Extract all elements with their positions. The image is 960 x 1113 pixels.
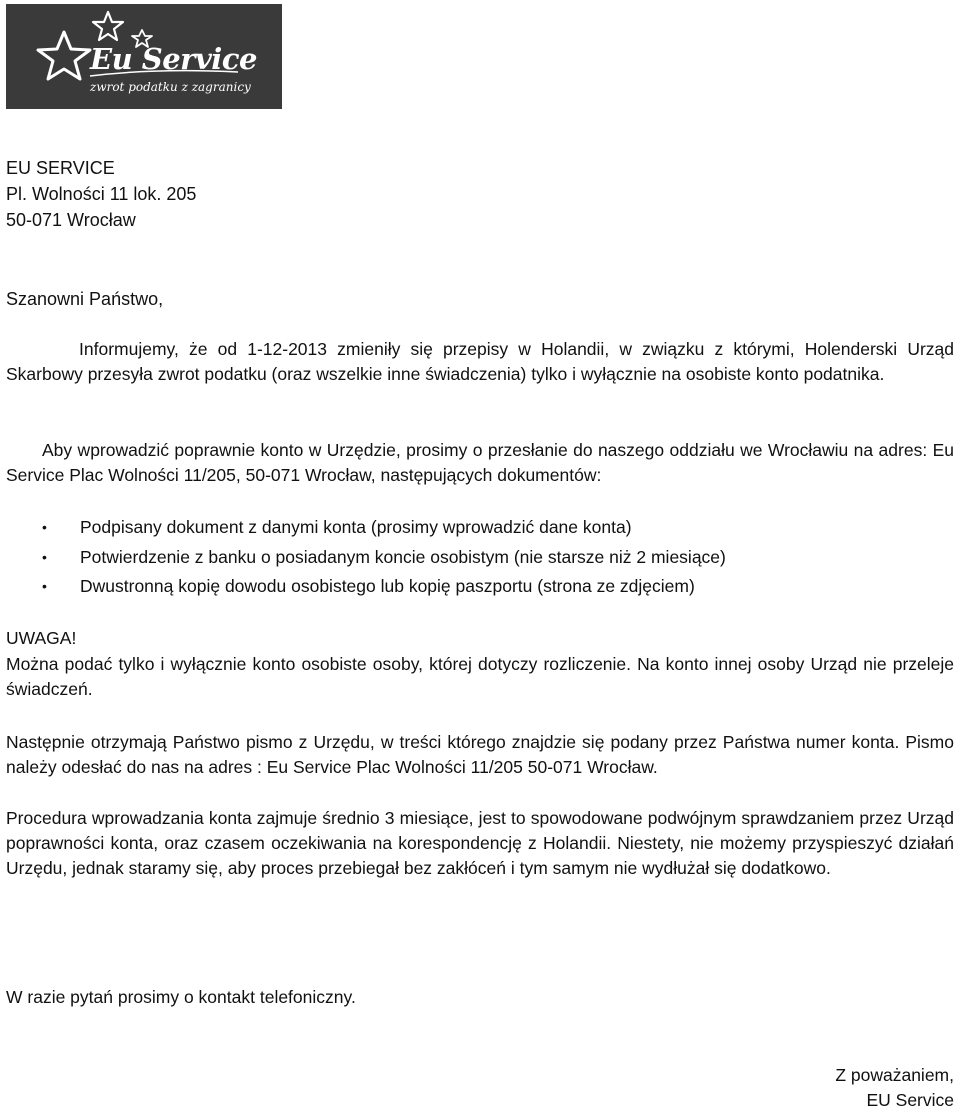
bullet-icon: • bbox=[42, 519, 47, 535]
logo-tagline: zwrot podatku z zagranicy bbox=[90, 80, 251, 94]
paragraph-regulation-change bbox=[6, 337, 954, 387]
warning-text: Można podać tylko i wyłącznie konto osobiste osoby, której dotyczy rozliczenie. Na konto innej osoby Urząd nie przeleje świadczeń. bbox=[6, 654, 954, 699]
bullet-icon: • bbox=[42, 578, 47, 594]
paragraph-send-documents-text: Aby wprowadzić poprawnie konto w Urzędzie, prosimy o przesłanie do naszego oddziału we Wrocławiu na adres: Eu Service Plac Wolności 11/205, 50-071 Wrocław, następujących dokumentów: bbox=[6, 440, 954, 485]
document-item-text: Dwustronną kopię dowodu osobistego lub kopię paszportu (strona ze zdjęciem) bbox=[80, 576, 695, 596]
list-item bbox=[6, 513, 954, 543]
paragraph-send-documents bbox=[6, 438, 954, 488]
address-city: 50-071 Wrocław bbox=[6, 210, 136, 230]
sender-address bbox=[6, 155, 954, 233]
greeting: Szanowni Państwo, bbox=[6, 289, 164, 309]
address-street: Pl. Wolności 11 lok. 205 bbox=[6, 184, 197, 204]
warning-title: UWAGA! bbox=[6, 628, 77, 648]
closing: Z poważaniem, bbox=[835, 1065, 954, 1085]
document-item-text: Podpisany dokument z danymi konta (prosimy wprowadzić dane konta) bbox=[80, 517, 632, 537]
document-item-text: Potwierdzenie z banku o posiadanym koncie osobistym (nie starsze niż 2 miesiące) bbox=[80, 546, 726, 567]
paragraph-office-letter: Następnie otrzymają Państwo pismo z Urzędu, w treści którego znajdzie się podany przez Państwa numer konta. Pismo należy odesłać do nas na adres : Eu Service Plac Wolności 11/205 50-071 Wrocław. bbox=[6, 732, 954, 777]
signoff bbox=[835, 1063, 954, 1113]
signature: EU Service bbox=[866, 1090, 954, 1110]
bullet-icon: • bbox=[42, 548, 47, 565]
paragraph-procedure: Procedura wprowadzania konta zajmuje średnio 3 miesiące, jest to spowodowane podwójnym sprawdzaniem przez Urząd poprawności konta, oraz czasem oczekiwania na korespondencję z Holandii. Niestety, nie możemy przyspieszyć działań Urzędu, jednak staramy się, aby proces przebiegał bez zakłóceń i tym samym nie wydłużał się dodatkowo. bbox=[6, 808, 954, 878]
list-item bbox=[6, 543, 954, 573]
company-logo bbox=[6, 4, 282, 109]
address-name: EU SERVICE bbox=[6, 158, 115, 178]
paragraph-regulation-text: Informujemy, że od 1-12-2013 zmieniły się przepisy w Holandii, w związku z którymi, Holenderski Urząd Skarbowy przesyła zwrot podatku (oraz wszelkie inne świadczenia) tylko i wyłącznie na osobiste konto podatnika. bbox=[6, 339, 954, 384]
list-item bbox=[6, 572, 954, 602]
logo-brand-text: Eu Service bbox=[90, 42, 257, 76]
paragraph-contact: W razie pytań prosimy o kontakt telefoniczny. bbox=[6, 987, 356, 1007]
documents-list bbox=[6, 513, 954, 602]
